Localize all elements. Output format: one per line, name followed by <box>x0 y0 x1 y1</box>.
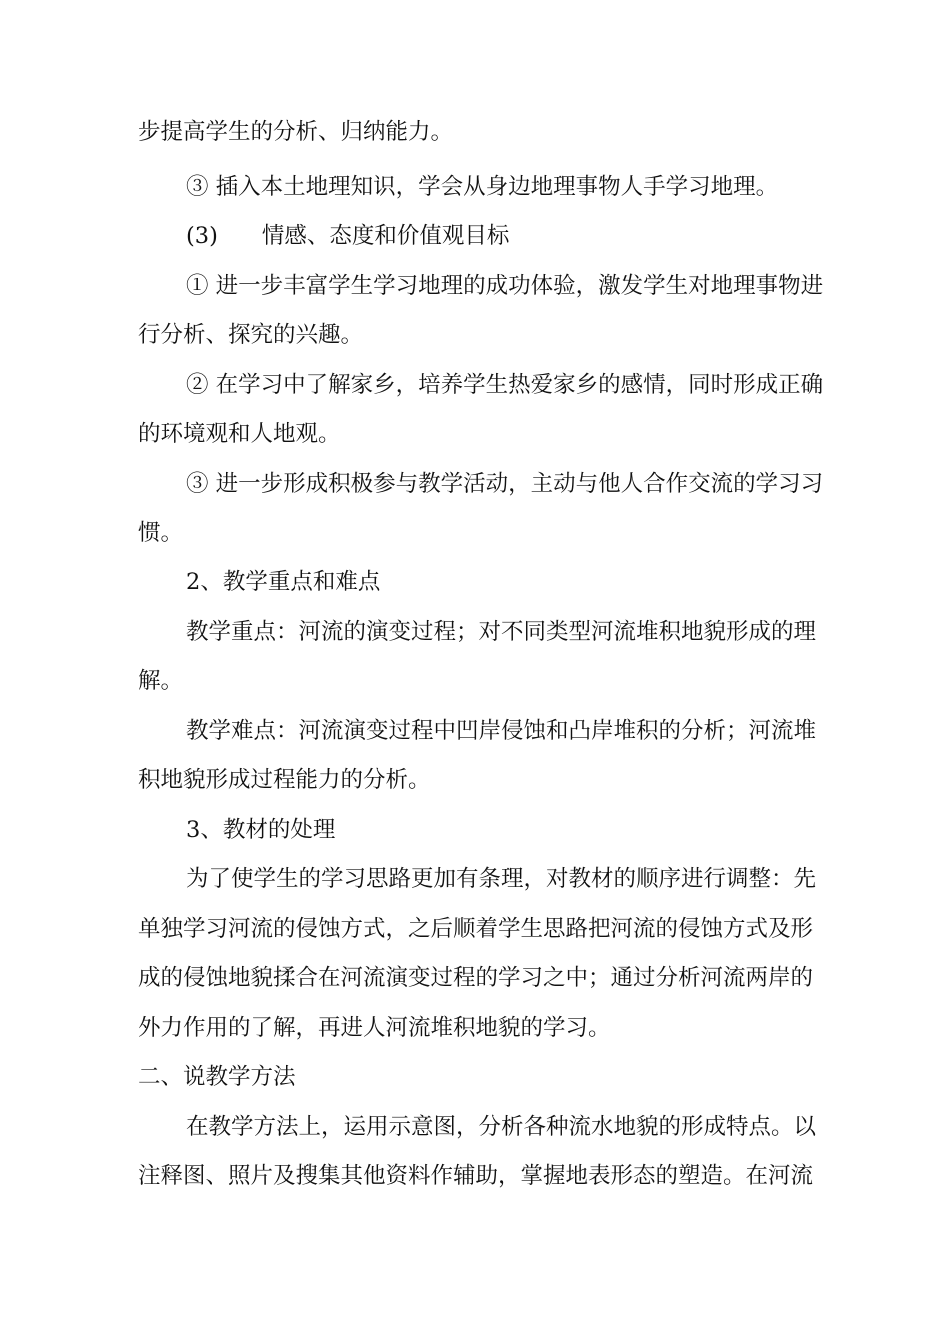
text-line: ② 在学习中了解家乡，培养学生热爱家乡的感情，同时形成正确 <box>186 372 824 398</box>
text-line: 教学重点：河流的演变过程；对不同类型河流堆积地貌形成的理 <box>186 619 817 645</box>
text-line: 外力作用的了解，再进人河流堆积地貌的学习。 <box>138 1015 611 1041</box>
text-line: 步提高学生的分析、归纳能力。 <box>138 119 454 145</box>
text-line: 为了使学生的学习思路更加有条理，对教材的顺序进行调整：先 <box>186 866 817 892</box>
section-title: 情感、态度和价值观目标 <box>261 223 510 249</box>
text-line: 的环境观和人地观。 <box>138 421 341 447</box>
text-line: ③ 进一步形成积极参与教学活动，主动与他人合作交流的学习习 <box>186 471 824 497</box>
section-heading: 3、教材的处理 <box>186 817 336 843</box>
text-line: 行分析、探究的兴趣。 <box>138 322 364 348</box>
section-heading <box>186 221 509 251</box>
text-line: 教学难点：河流演变过程中凹岸侵蚀和凸岸堆积的分析；河流堆 <box>186 718 817 744</box>
text-line: 解。 <box>138 668 184 694</box>
text-line: ③ 插入本土地理知识，学会从身边地理事物人手学习地理。 <box>186 174 779 200</box>
text-line: 成的侵蚀地貌揉合在河流演变过程的学习之中；通过分析河流两岸的 <box>138 965 814 991</box>
text-line: ① 进一步丰富学生学习地理的成功体验，激发学生对地理事物进 <box>186 273 824 299</box>
text-line: 单独学习河流的侵蚀方式，之后顺着学生思路把河流的侵蚀方式及形 <box>138 916 814 942</box>
section-heading: 二、说教学方法 <box>138 1064 296 1090</box>
text-line: 积地貌形成过程能力的分析。 <box>138 767 431 793</box>
text-line: 注释图、照片及搜集其他资料作辅助，掌握地表形态的塑造。在河流 <box>138 1163 814 1189</box>
text-line: 在教学方法上，运用示意图，分析各种流水地貌的形成特点。以 <box>186 1114 817 1140</box>
text-line: 惯。 <box>138 520 184 546</box>
section-heading: 2、教学重点和难点 <box>186 569 381 595</box>
section-number: (3) <box>186 223 218 249</box>
